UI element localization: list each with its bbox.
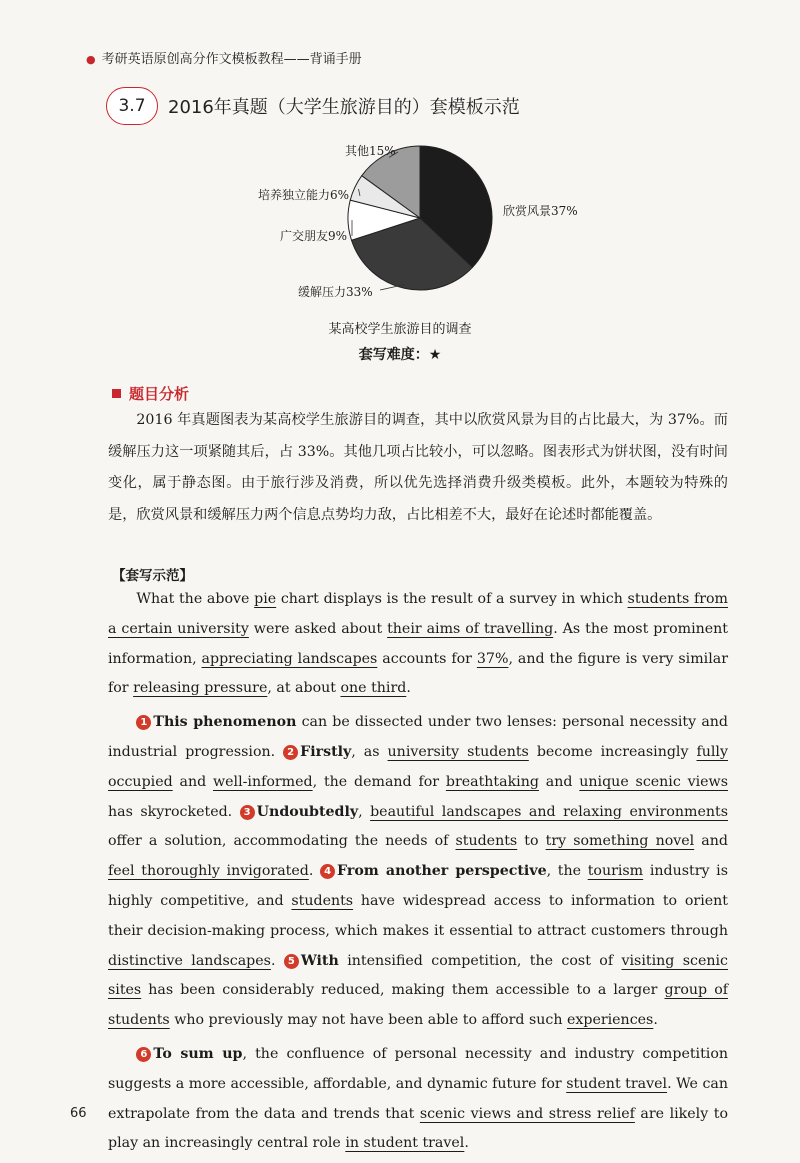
essay-paragraph-2: 1 This phenomenon can be dissected under two lenses: personal necessity and industrial progression. 2 Firstly, as university students become increasingly fully occupied and well-informed, the demand for breathtaking and unique scenic views has skyrocketed. 3 Undoubtedly, beautiful landscapes and relaxing environments offer a solution, accommodating the needs of students to try something novel and feel thoroughly invigorated. 4 From another perspective, the tourism industry is highly competitive, and students have widespread access to information to orient their decision-making process, which makes it essential to attract customers through distinctive landscapes. 5 With intensified competition, the cost of visiting scenic sites has been considerably reduced, making them accessible to a larger group of students who previously may not have been able to afford such experiences. <box>108 714 728 1029</box>
keyword: appreciating landscapes <box>201 650 378 667</box>
chart-title: 某高校学生旅游目的调查 <box>328 322 472 337</box>
slice-label-pressure: 缓解压力33% <box>298 285 373 299</box>
section-title-text: 2016年真题（大学生旅游目的）套模板示范 <box>168 97 520 118</box>
sample-heading: 【套写示范】 <box>112 568 193 584</box>
pie-slices <box>348 146 492 290</box>
key-phrase: From another perspective <box>337 863 547 880</box>
keyword: 37% <box>476 650 509 667</box>
keyword: unique scenic views <box>579 773 728 790</box>
circled-number-icon: 4 <box>320 864 335 879</box>
analysis-heading <box>112 383 189 404</box>
keyword: in student travel <box>345 1135 465 1152</box>
circled-number-icon: 2 <box>283 745 298 760</box>
keyword: students <box>455 833 518 850</box>
circled-number-icon: 6 <box>136 1047 151 1062</box>
section-title <box>106 86 520 126</box>
keyword: their aims of travelling <box>387 620 554 637</box>
slice-label-independence: 培养独立能力6% <box>258 188 350 202</box>
slice-label-other: 其他15% <box>345 144 396 158</box>
keyword: pie <box>254 591 277 607</box>
slice-label-friends: 广交朋友9% <box>280 229 348 243</box>
analysis-section <box>108 405 728 531</box>
circled-number-icon: 1 <box>136 715 151 730</box>
key-phrase: With <box>300 952 339 969</box>
keyword: feel thoroughly invigorated <box>108 863 309 880</box>
keyword: fully occupied <box>108 743 728 790</box>
analysis-heading-text: 题目分析 <box>129 385 190 403</box>
bullet-icon: ● <box>86 53 96 66</box>
square-bullet-icon <box>112 389 121 398</box>
keyword: releasing pressure <box>133 680 268 697</box>
section-number-badge: 3.7 <box>106 87 158 125</box>
keyword: try something novel <box>545 833 695 850</box>
slice-label-appreciating: 欣赏风景37% <box>503 204 578 218</box>
keyword: beautiful landscapes and relaxing environments <box>370 803 728 820</box>
key-phrase: Firstly <box>300 743 352 760</box>
keyword: student travel <box>566 1075 668 1092</box>
keyword: distinctive landscapes <box>108 952 271 969</box>
keyword: scenic views and stress relief <box>419 1105 635 1122</box>
key-phrase: This phenomenon <box>153 714 297 731</box>
analysis-paragraph: 2016 年真题图表为某高校学生旅游目的调查，其中以欣赏风景为目的占比最大，为 37%。而缓解压力这一项紧随其后，占 33%。其他几项占比较小，可以忽略。图表形式为饼状图，没有时间变化，属于静态图。由于旅行涉及消费，所以优先选择消费升级类模板。此外，本题较为特殊的是，欣赏风景和缓解压力两个信息点势均力敌，占比相差不大，最好在论述时都能覆盖。 <box>108 412 728 523</box>
key-phrase: Undoubtedly <box>256 803 359 820</box>
keyword: university students <box>387 743 529 760</box>
circled-number-icon: 3 <box>240 805 255 820</box>
header-text: 考研英语原创高分作文模板教程——背诵手册 <box>101 52 362 67</box>
keyword: experiences <box>566 1012 654 1029</box>
keyword: visiting scenic sites <box>108 952 728 999</box>
keyword: students <box>291 892 354 909</box>
keyword: one third <box>340 680 407 697</box>
key-phrase: To sum up <box>153 1045 243 1062</box>
pie-chart <box>240 130 590 310</box>
keyword: group of students <box>108 982 728 1029</box>
keyword: well-informed <box>213 773 313 790</box>
essay-paragraph-1: What the above pie chart displays is the result of a survey in which students from a certain university were asked about their aims of travelling. As the most prominent information, appreciating landscapes accounts for 37%, and the figure is very similar for releasing pressure, at about one third. <box>108 591 728 697</box>
circled-number-icon: 5 <box>284 954 299 969</box>
running-header <box>86 48 362 67</box>
keyword: breathtaking <box>445 773 539 790</box>
sample-essay <box>108 585 728 1163</box>
essay-paragraph-3: 6 To sum up, the confluence of personal necessity and industry competition suggests a more accessible, affordable, and dynamic future for student travel. We can extrapolate from the data and trends that scenic views and stress relief are likely to play an increasingly central role in student travel. <box>108 1045 728 1152</box>
keyword: tourism <box>587 863 644 880</box>
keyword: students from a certain university <box>108 591 728 637</box>
difficulty-rating: 套写难度：★ <box>358 347 442 363</box>
page-number: 66 <box>70 1106 87 1121</box>
